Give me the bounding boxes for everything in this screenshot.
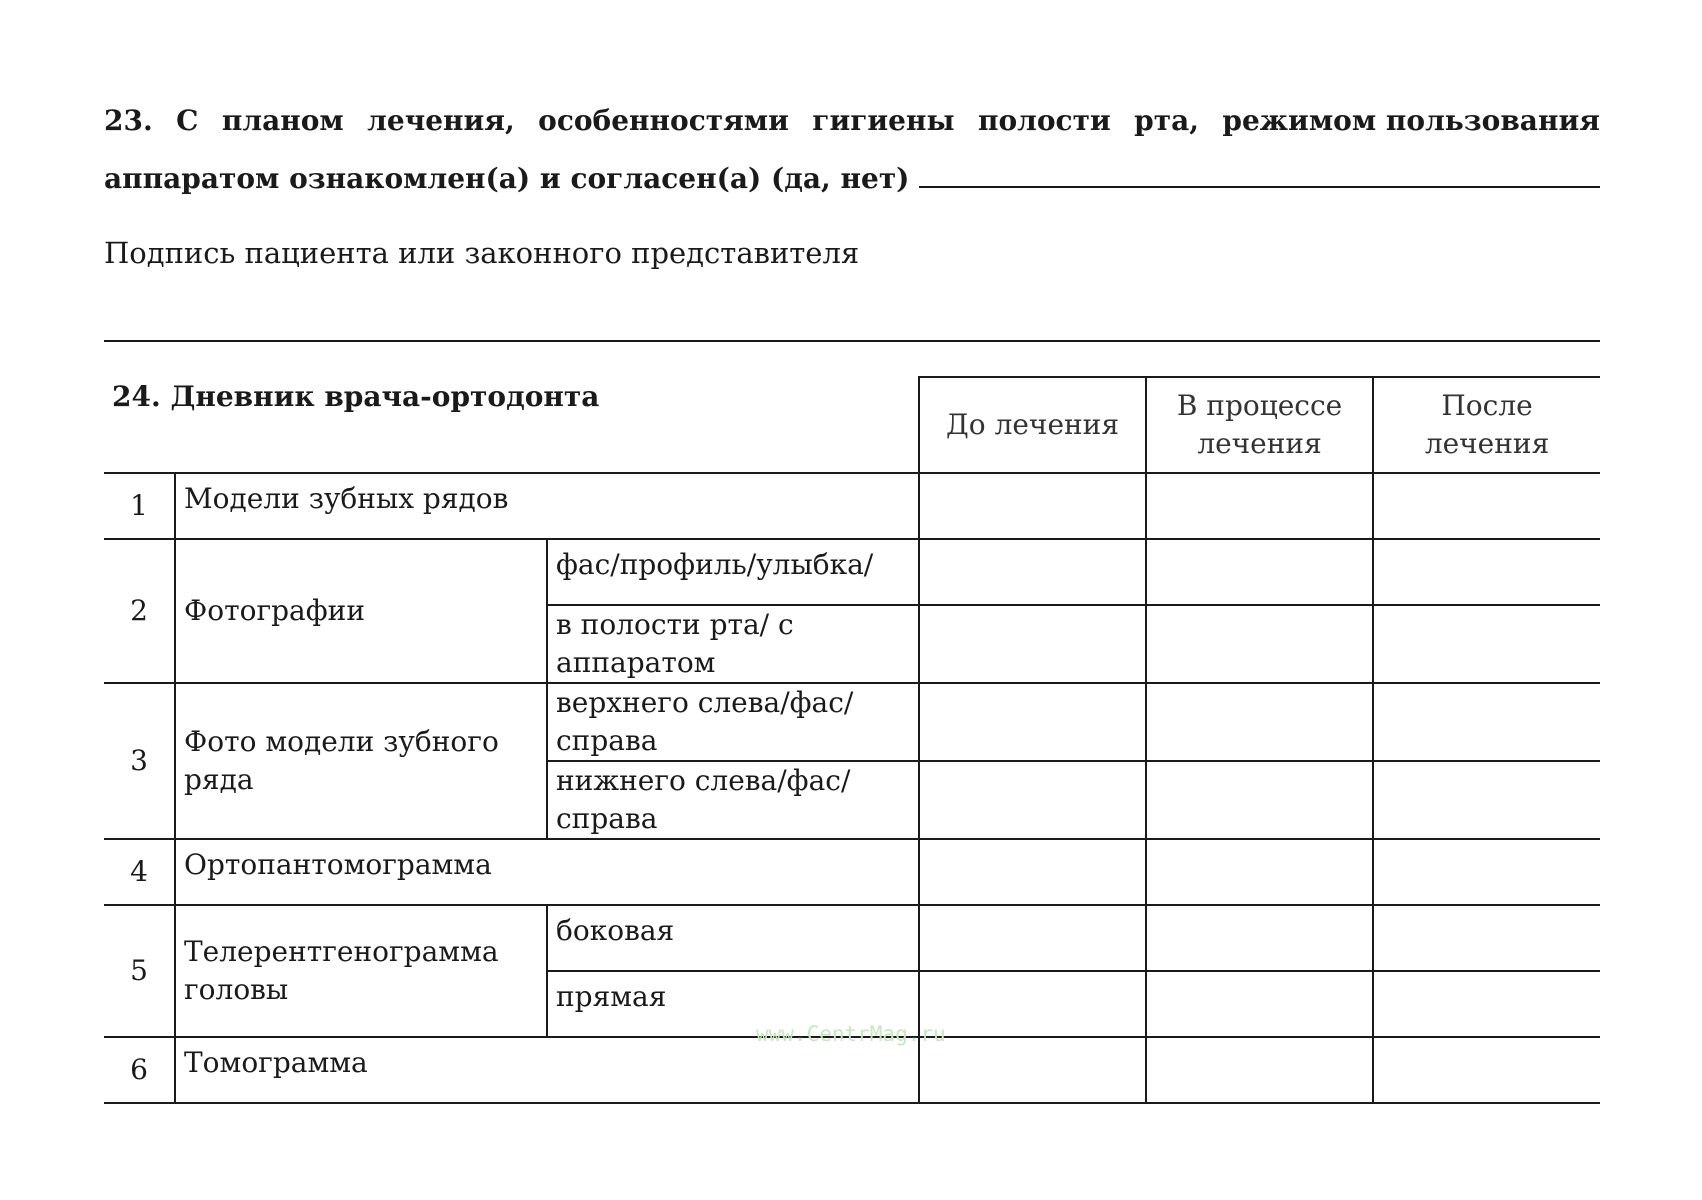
header-during-treatment: В процессе лечения: [1146, 377, 1373, 473]
signature-line[interactable]: [104, 340, 1600, 342]
table-row: [104, 539, 1600, 605]
cell-after[interactable]: [1373, 539, 1600, 605]
consent-word: режимом пользования: [1222, 104, 1600, 137]
consent-line-2: [104, 150, 1600, 208]
cell-before[interactable]: [919, 839, 1146, 905]
cell-during[interactable]: [1146, 683, 1373, 761]
cell-before[interactable]: [919, 971, 1146, 1037]
diary-title: 24. Дневник врача-ортодонта: [112, 380, 600, 413]
consent-word: гигиены: [812, 104, 955, 137]
cell-during[interactable]: [1146, 971, 1373, 1037]
header-before-treatment: До лечения: [919, 377, 1146, 473]
consent-word: особенностями: [538, 104, 789, 137]
table-row: [104, 473, 1600, 539]
consent-question: аппаратом ознакомлен(а) и согласен(а) (да, нет): [104, 162, 910, 195]
row-label: Томограмма: [175, 1037, 919, 1103]
consent-answer-field[interactable]: [919, 156, 1600, 188]
table-row: [104, 905, 1600, 971]
cell-before[interactable]: [919, 1037, 1146, 1103]
cell-before[interactable]: [919, 605, 1146, 683]
header-after-treatment: После лечения: [1373, 377, 1600, 473]
cell-before[interactable]: [919, 683, 1146, 761]
row-number: 4: [104, 839, 175, 905]
cell-after[interactable]: [1373, 839, 1600, 905]
consent-word: планом: [221, 104, 344, 137]
row-sub-label: в полости рта/ с аппаратом: [547, 605, 919, 683]
row-sub-label: боковая: [547, 905, 919, 971]
row-number: 3: [104, 683, 175, 839]
cell-during[interactable]: [1146, 473, 1373, 539]
row-number: 5: [104, 905, 175, 1037]
consent-line-1: [104, 92, 1600, 150]
row-sub-label: верхнего слева/фас/справа: [547, 683, 919, 761]
section-23-consent: [104, 92, 1600, 208]
consent-word: 23.: [104, 104, 153, 137]
orthodontist-diary-table: [104, 376, 1600, 1104]
row-label: Телерентгенограмма головы: [175, 905, 547, 1037]
cell-before[interactable]: [919, 905, 1146, 971]
cell-after[interactable]: [1373, 971, 1600, 1037]
cell-after[interactable]: [1373, 683, 1600, 761]
consent-word: полости: [977, 104, 1111, 137]
row-sub-label: нижнего слева/фас/справа: [547, 761, 919, 839]
row-label: Ортопантомограмма: [175, 839, 919, 905]
row-label: Модели зубных рядов: [175, 473, 919, 539]
row-number: 1: [104, 473, 175, 539]
cell-during[interactable]: [1146, 839, 1373, 905]
table-row: [104, 683, 1600, 761]
cell-during[interactable]: [1146, 1037, 1373, 1103]
row-label: Фотографии: [175, 539, 547, 683]
cell-during[interactable]: [1146, 539, 1373, 605]
cell-during[interactable]: [1146, 905, 1373, 971]
signature-label: Подпись пациента или законного представителя: [104, 236, 860, 270]
cell-before[interactable]: [919, 539, 1146, 605]
cell-after[interactable]: [1373, 905, 1600, 971]
row-number: 6: [104, 1037, 175, 1103]
watermark: www.CentrMag.ru: [756, 1022, 946, 1046]
cell-after[interactable]: [1373, 761, 1600, 839]
cell-during[interactable]: [1146, 605, 1373, 683]
row-sub-label: прямая: [547, 971, 919, 1037]
cell-before[interactable]: [919, 473, 1146, 539]
consent-word: С: [176, 104, 199, 137]
consent-word: лечения,: [367, 104, 515, 137]
row-number: 2: [104, 539, 175, 683]
cell-before[interactable]: [919, 761, 1146, 839]
consent-word: рта,: [1134, 104, 1199, 137]
table-row: [104, 839, 1600, 905]
cell-after[interactable]: [1373, 605, 1600, 683]
row-label: Фото модели зубного ряда: [175, 683, 547, 839]
cell-during[interactable]: [1146, 761, 1373, 839]
table-row: [104, 1037, 1600, 1103]
cell-after[interactable]: [1373, 1037, 1600, 1103]
cell-after[interactable]: [1373, 473, 1600, 539]
row-sub-label: фас/профиль/улыбка/: [547, 539, 919, 605]
